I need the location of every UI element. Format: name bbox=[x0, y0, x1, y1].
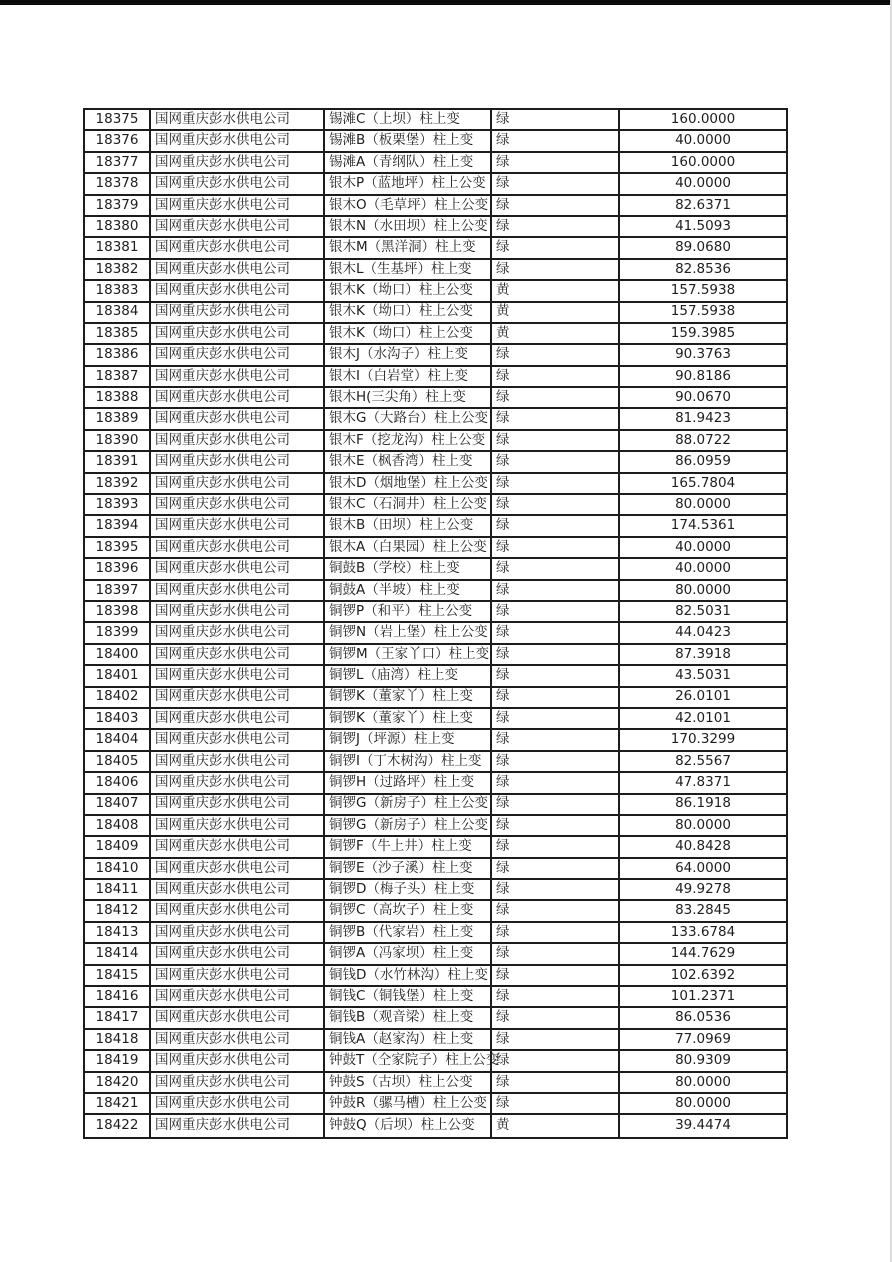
cell-name: 银木M（黑洋洞）柱上变 bbox=[325, 238, 492, 257]
table-row bbox=[85, 752, 786, 773]
table-row bbox=[85, 452, 786, 473]
cell-status: 绿 bbox=[492, 795, 620, 814]
cell-name: 银木N（水田坝）柱上公变 bbox=[325, 217, 492, 236]
table-row bbox=[85, 666, 786, 687]
cell-company: 国网重庆彭水供电公司 bbox=[151, 217, 325, 236]
table-row bbox=[85, 559, 786, 580]
table-row bbox=[85, 623, 786, 644]
cell-id: 18416 bbox=[85, 987, 151, 1006]
cell-name: 锡滩B（板栗堡）柱上变 bbox=[325, 131, 492, 150]
table-row bbox=[85, 688, 786, 709]
cell-status: 黄 bbox=[492, 1115, 620, 1136]
cell-value: 80.9309 bbox=[675, 1052, 731, 1069]
cell-status: 黄 bbox=[492, 281, 620, 300]
table-row bbox=[85, 110, 786, 131]
cell-company: 国网重庆彭水供电公司 bbox=[151, 623, 325, 642]
cell-value: 133.6784 bbox=[670, 923, 736, 940]
cell-id: 18389 bbox=[85, 409, 151, 428]
cell-company: 国网重庆彭水供电公司 bbox=[151, 923, 325, 942]
table-row bbox=[85, 131, 786, 152]
cell-company: 国网重庆彭水供电公司 bbox=[151, 153, 325, 172]
table-row bbox=[85, 837, 786, 858]
cell-company: 国网重庆彭水供电公司 bbox=[151, 495, 325, 514]
cell-status: 绿 bbox=[492, 709, 620, 728]
table-row bbox=[85, 474, 786, 495]
cell-company: 国网重庆彭水供电公司 bbox=[151, 752, 325, 771]
table-row bbox=[85, 1073, 786, 1094]
cell-status: 绿 bbox=[492, 859, 620, 878]
cell-status: 绿 bbox=[492, 987, 620, 1006]
cell-id: 18417 bbox=[85, 1008, 151, 1027]
cell-value: 144.7629 bbox=[670, 945, 736, 962]
cell-id: 18411 bbox=[85, 880, 151, 899]
cell-value: 43.5031 bbox=[675, 667, 731, 684]
cell-id: 18380 bbox=[85, 217, 151, 236]
cell-name: 铜钱B（观音梁）柱上变 bbox=[325, 1008, 492, 1027]
cell-name: 铜锣K（董家丫）柱上变 bbox=[325, 688, 492, 707]
table-row bbox=[85, 495, 786, 516]
cell-status: 绿 bbox=[492, 196, 620, 215]
cell-status: 绿 bbox=[492, 880, 620, 899]
cell-id: 18412 bbox=[85, 901, 151, 920]
cell-id: 18395 bbox=[85, 538, 151, 557]
cell-id: 18421 bbox=[85, 1094, 151, 1113]
cell-id: 18384 bbox=[85, 303, 151, 322]
cell-status: 绿 bbox=[492, 1073, 620, 1092]
cell-value: 47.8371 bbox=[675, 774, 731, 791]
cell-id: 18391 bbox=[85, 452, 151, 471]
cell-status: 绿 bbox=[492, 581, 620, 600]
cell-name: 银木C（石洞井）柱上公变 bbox=[325, 495, 492, 514]
table-row bbox=[85, 730, 786, 751]
cell-name: 银木A（白果园）柱上公变 bbox=[325, 538, 492, 557]
cell-id: 18375 bbox=[85, 110, 151, 129]
cell-status: 绿 bbox=[492, 730, 620, 749]
cell-status: 绿 bbox=[492, 837, 620, 856]
cell-company: 国网重庆彭水供电公司 bbox=[151, 816, 325, 835]
cell-value: 82.6371 bbox=[675, 196, 731, 213]
cell-name: 钟鼓Q（后坝）柱上公变 bbox=[325, 1115, 492, 1136]
cell-company: 国网重庆彭水供电公司 bbox=[151, 966, 325, 985]
cell-name: 银木H(三尖角）柱上变 bbox=[325, 388, 492, 407]
cell-company: 国网重庆彭水供电公司 bbox=[151, 709, 325, 728]
cell-company: 国网重庆彭水供电公司 bbox=[151, 1115, 325, 1136]
cell-status: 绿 bbox=[492, 773, 620, 792]
cell-value: 80.0000 bbox=[675, 495, 731, 512]
cell-company: 国网重庆彭水供电公司 bbox=[151, 944, 325, 963]
table-row bbox=[85, 431, 786, 452]
cell-name: 铜锣D（梅子头）柱上变 bbox=[325, 880, 492, 899]
cell-name: 银木F（挖龙沟）柱上公变 bbox=[325, 431, 492, 450]
cell-value: 90.0670 bbox=[675, 389, 731, 406]
cell-company: 国网重庆彭水供电公司 bbox=[151, 1008, 325, 1027]
cell-id: 18409 bbox=[85, 837, 151, 856]
table-row bbox=[85, 153, 786, 174]
cell-id: 18388 bbox=[85, 388, 151, 407]
cell-status: 绿 bbox=[492, 388, 620, 407]
table-row bbox=[85, 217, 786, 238]
cell-status: 绿 bbox=[492, 495, 620, 514]
table-row bbox=[85, 795, 786, 816]
transformer-load-table bbox=[83, 108, 788, 1139]
cell-company: 国网重庆彭水供电公司 bbox=[151, 581, 325, 600]
cell-id: 18401 bbox=[85, 666, 151, 685]
cell-name: 铜锣J（坪源）柱上变 bbox=[325, 730, 492, 749]
table-row bbox=[85, 645, 786, 666]
cell-value: 86.0959 bbox=[675, 453, 731, 470]
cell-value: 26.0101 bbox=[675, 688, 731, 705]
cell-id: 18378 bbox=[85, 174, 151, 193]
cell-name: 铜锣L（庙湾）柱上变 bbox=[325, 666, 492, 685]
cell-name: 铜锣B（代家岩）柱上变 bbox=[325, 923, 492, 942]
cell-value: 157.5938 bbox=[670, 282, 736, 299]
cell-value: 41.5093 bbox=[675, 217, 731, 234]
cell-name: 银木E（枫香湾）柱上变 bbox=[325, 452, 492, 471]
cell-name: 铜锣G（新房子）柱上公变 bbox=[325, 795, 492, 814]
table-row bbox=[85, 196, 786, 217]
cell-value: 40.0000 bbox=[675, 175, 731, 192]
cell-status: 黄 bbox=[492, 324, 620, 343]
cell-value: 170.3299 bbox=[670, 731, 736, 748]
table-row bbox=[85, 281, 786, 302]
cell-status: 绿 bbox=[492, 516, 620, 535]
cell-name: 铜鼓B（学校）柱上变 bbox=[325, 559, 492, 578]
cell-name: 铜锣K（董家丫）柱上变 bbox=[325, 709, 492, 728]
cell-company: 国网重庆彭水供电公司 bbox=[151, 688, 325, 707]
cell-id: 18387 bbox=[85, 367, 151, 386]
cell-value: 83.2845 bbox=[675, 902, 731, 919]
cell-value: 80.0000 bbox=[675, 1094, 731, 1111]
cell-company: 国网重庆彭水供电公司 bbox=[151, 281, 325, 300]
table-row bbox=[85, 174, 786, 195]
cell-value: 42.0101 bbox=[675, 709, 731, 726]
cell-name: 银木I（白岩堂）柱上变 bbox=[325, 367, 492, 386]
cell-name: 银木G（大路台）柱上公变 bbox=[325, 409, 492, 428]
cell-name: 铜锣N（岩上堡）柱上公变 bbox=[325, 623, 492, 642]
cell-id: 18400 bbox=[85, 645, 151, 664]
cell-name: 铜锣C（高坎子）柱上变 bbox=[325, 901, 492, 920]
cell-company: 国网重庆彭水供电公司 bbox=[151, 474, 325, 493]
table-row bbox=[85, 581, 786, 602]
cell-value: 90.3763 bbox=[675, 346, 731, 363]
table-row bbox=[85, 409, 786, 430]
cell-id: 18397 bbox=[85, 581, 151, 600]
cell-status: 绿 bbox=[492, 645, 620, 664]
cell-value: 40.0000 bbox=[675, 132, 731, 149]
scan-top-edge bbox=[0, 0, 892, 5]
cell-id: 18413 bbox=[85, 923, 151, 942]
cell-name: 铜锣I（丁木树沟）柱上变 bbox=[325, 752, 492, 771]
table-row bbox=[85, 1030, 786, 1051]
table-row bbox=[85, 260, 786, 281]
cell-value: 81.9423 bbox=[675, 410, 731, 427]
table-row bbox=[85, 238, 786, 259]
cell-name: 铜锣H（过路坪）柱上变 bbox=[325, 773, 492, 792]
cell-status: 绿 bbox=[492, 345, 620, 364]
cell-id: 18399 bbox=[85, 623, 151, 642]
cell-id: 18396 bbox=[85, 559, 151, 578]
cell-company: 国网重庆彭水供电公司 bbox=[151, 238, 325, 257]
cell-status: 绿 bbox=[492, 452, 620, 471]
cell-value: 82.8536 bbox=[675, 260, 731, 277]
cell-id: 18407 bbox=[85, 795, 151, 814]
cell-company: 国网重庆彭水供电公司 bbox=[151, 174, 325, 193]
cell-value: 44.0423 bbox=[675, 624, 731, 641]
cell-status: 绿 bbox=[492, 238, 620, 257]
cell-company: 国网重庆彭水供电公司 bbox=[151, 1051, 325, 1070]
cell-name: 铜鼓A（半坡）柱上变 bbox=[325, 581, 492, 600]
cell-value: 102.6392 bbox=[670, 966, 736, 983]
cell-id: 18422 bbox=[85, 1115, 151, 1136]
table-row bbox=[85, 966, 786, 987]
table-row bbox=[85, 516, 786, 537]
table-row bbox=[85, 709, 786, 730]
cell-id: 18392 bbox=[85, 474, 151, 493]
cell-id: 18415 bbox=[85, 966, 151, 985]
cell-value: 86.0536 bbox=[675, 1009, 731, 1026]
cell-id: 18386 bbox=[85, 345, 151, 364]
cell-status: 绿 bbox=[492, 944, 620, 963]
cell-name: 铜锣A（冯家坝）柱上变 bbox=[325, 944, 492, 963]
cell-company: 国网重庆彭水供电公司 bbox=[151, 987, 325, 1006]
table-row bbox=[85, 367, 786, 388]
table-row bbox=[85, 303, 786, 324]
cell-id: 18379 bbox=[85, 196, 151, 215]
cell-status: 绿 bbox=[492, 559, 620, 578]
cell-company: 国网重庆彭水供电公司 bbox=[151, 559, 325, 578]
cell-status: 绿 bbox=[492, 260, 620, 279]
cell-company: 国网重庆彭水供电公司 bbox=[151, 516, 325, 535]
cell-company: 国网重庆彭水供电公司 bbox=[151, 1073, 325, 1092]
cell-id: 18376 bbox=[85, 131, 151, 150]
table-row bbox=[85, 345, 786, 366]
cell-id: 18408 bbox=[85, 816, 151, 835]
table-row bbox=[85, 1051, 786, 1072]
cell-id: 18404 bbox=[85, 730, 151, 749]
cell-status: 绿 bbox=[492, 1094, 620, 1113]
cell-name: 钟鼓S（古坝）柱上公变 bbox=[325, 1073, 492, 1092]
cell-id: 18394 bbox=[85, 516, 151, 535]
cell-company: 国网重庆彭水供电公司 bbox=[151, 367, 325, 386]
cell-value: 80.0000 bbox=[675, 581, 731, 598]
cell-company: 国网重庆彭水供电公司 bbox=[151, 196, 325, 215]
cell-name: 锡滩C（上坝）柱上变 bbox=[325, 110, 492, 129]
cell-id: 18382 bbox=[85, 260, 151, 279]
cell-value: 160.0000 bbox=[670, 153, 736, 170]
cell-name: 锡滩A（青纲队）柱上变 bbox=[325, 153, 492, 172]
cell-name: 银木L（生基坪）柱上变 bbox=[325, 260, 492, 279]
cell-value: 86.1918 bbox=[675, 795, 731, 812]
cell-company: 国网重庆彭水供电公司 bbox=[151, 324, 325, 343]
cell-status: 绿 bbox=[492, 153, 620, 172]
cell-name: 铜钱D（水竹林沟）柱上变 bbox=[325, 966, 492, 985]
cell-id: 18383 bbox=[85, 281, 151, 300]
cell-status: 绿 bbox=[492, 816, 620, 835]
cell-company: 国网重庆彭水供电公司 bbox=[151, 859, 325, 878]
cell-company: 国网重庆彭水供电公司 bbox=[151, 538, 325, 557]
cell-id: 18403 bbox=[85, 709, 151, 728]
cell-company: 国网重庆彭水供电公司 bbox=[151, 773, 325, 792]
cell-id: 18377 bbox=[85, 153, 151, 172]
cell-name: 银木K（坳口）柱上公变 bbox=[325, 281, 492, 300]
cell-company: 国网重庆彭水供电公司 bbox=[151, 837, 325, 856]
cell-name: 银木D（烟地堡）柱上公变 bbox=[325, 474, 492, 493]
cell-company: 国网重庆彭水供电公司 bbox=[151, 1030, 325, 1049]
cell-company: 国网重庆彭水供电公司 bbox=[151, 409, 325, 428]
cell-value: 90.8186 bbox=[675, 367, 731, 384]
cell-id: 18414 bbox=[85, 944, 151, 963]
cell-status: 绿 bbox=[492, 623, 620, 642]
cell-name: 银木K（坳口）柱上公变 bbox=[325, 324, 492, 343]
cell-name: 银木J（水沟子）柱上变 bbox=[325, 345, 492, 364]
cell-value: 88.0722 bbox=[675, 431, 731, 448]
cell-company: 国网重庆彭水供电公司 bbox=[151, 345, 325, 364]
cell-value: 40.8428 bbox=[675, 838, 731, 855]
cell-value: 101.2371 bbox=[670, 987, 736, 1004]
cell-company: 国网重庆彭水供电公司 bbox=[151, 131, 325, 150]
table-row bbox=[85, 880, 786, 901]
cell-value: 80.0000 bbox=[675, 816, 731, 833]
cell-company: 国网重庆彭水供电公司 bbox=[151, 260, 325, 279]
cell-id: 18405 bbox=[85, 752, 151, 771]
cell-status: 绿 bbox=[492, 1030, 620, 1049]
cell-company: 国网重庆彭水供电公司 bbox=[151, 795, 325, 814]
cell-id: 18410 bbox=[85, 859, 151, 878]
cell-value: 49.9278 bbox=[675, 881, 731, 897]
cell-id: 18420 bbox=[85, 1073, 151, 1092]
cell-status: 绿 bbox=[492, 923, 620, 942]
cell-status: 绿 bbox=[492, 602, 620, 621]
cell-id: 18419 bbox=[85, 1051, 151, 1070]
cell-id: 18390 bbox=[85, 431, 151, 450]
cell-company: 国网重庆彭水供电公司 bbox=[151, 880, 325, 899]
cell-status: 绿 bbox=[492, 538, 620, 557]
cell-name: 钟鼓R（骡马槽）柱上公变 bbox=[325, 1094, 492, 1113]
cell-name: 钟鼓T（仝家院子）柱上公变 bbox=[325, 1051, 492, 1070]
cell-status: 绿 bbox=[492, 966, 620, 985]
cell-status: 绿 bbox=[492, 1051, 620, 1070]
cell-value: 174.5361 bbox=[670, 517, 736, 534]
cell-status: 绿 bbox=[492, 901, 620, 920]
table-row bbox=[85, 816, 786, 837]
cell-status: 绿 bbox=[492, 431, 620, 450]
cell-value: 87.3918 bbox=[675, 645, 731, 662]
cell-value: 157.5938 bbox=[670, 303, 736, 320]
cell-name: 铜锣P（和平）柱上公变 bbox=[325, 602, 492, 621]
table-row bbox=[85, 602, 786, 623]
cell-company: 国网重庆彭水供电公司 bbox=[151, 388, 325, 407]
cell-value: 80.0000 bbox=[675, 1073, 731, 1090]
cell-value: 40.0000 bbox=[675, 560, 731, 577]
cell-id: 18393 bbox=[85, 495, 151, 514]
cell-name: 银木O（毛草坪）柱上公变 bbox=[325, 196, 492, 215]
cell-company: 国网重庆彭水供电公司 bbox=[151, 602, 325, 621]
cell-company: 国网重庆彭水供电公司 bbox=[151, 645, 325, 664]
cell-value: 39.4474 bbox=[675, 1117, 731, 1134]
cell-value: 82.5567 bbox=[675, 752, 731, 769]
cell-company: 国网重庆彭水供电公司 bbox=[151, 666, 325, 685]
cell-status: 绿 bbox=[492, 110, 620, 129]
cell-company: 国网重庆彭水供电公司 bbox=[151, 1094, 325, 1113]
cell-name: 银木K（坳口）柱上公变 bbox=[325, 303, 492, 322]
table-row bbox=[85, 1008, 786, 1029]
cell-status: 绿 bbox=[492, 1008, 620, 1027]
cell-name: 银木B（田坝）柱上公变 bbox=[325, 516, 492, 535]
table-row bbox=[85, 944, 786, 965]
table-row bbox=[85, 901, 786, 922]
cell-name: 铜锣M（王家丫口）柱上变 bbox=[325, 645, 492, 664]
table-row bbox=[85, 923, 786, 944]
cell-id: 18418 bbox=[85, 1030, 151, 1049]
table-row bbox=[85, 859, 786, 880]
cell-status: 绿 bbox=[492, 666, 620, 685]
cell-name: 铜钱C（铜钱堡）柱上变 bbox=[325, 987, 492, 1006]
table-row bbox=[85, 987, 786, 1008]
cell-status: 黄 bbox=[492, 303, 620, 322]
cell-id: 18402 bbox=[85, 688, 151, 707]
cell-id: 18398 bbox=[85, 602, 151, 621]
cell-value: 77.0969 bbox=[675, 1030, 731, 1047]
cell-id: 18406 bbox=[85, 773, 151, 792]
cell-status: 绿 bbox=[492, 131, 620, 150]
cell-value: 165.7804 bbox=[670, 474, 736, 491]
table-row bbox=[85, 1094, 786, 1115]
table-row bbox=[85, 324, 786, 345]
cell-status: 绿 bbox=[492, 367, 620, 386]
cell-company: 国网重庆彭水供电公司 bbox=[151, 730, 325, 749]
cell-value: 160.0000 bbox=[670, 110, 736, 127]
cell-name: 铜钱A（赵家沟）柱上变 bbox=[325, 1030, 492, 1049]
cell-value: 40.0000 bbox=[675, 538, 731, 555]
cell-company: 国网重庆彭水供电公司 bbox=[151, 303, 325, 322]
cell-name: 铜锣G（新房子）柱上公变 bbox=[325, 816, 492, 835]
cell-status: 绿 bbox=[492, 409, 620, 428]
cell-status: 绿 bbox=[492, 752, 620, 771]
table-row bbox=[85, 1115, 786, 1136]
cell-status: 绿 bbox=[492, 174, 620, 193]
cell-status: 绿 bbox=[492, 217, 620, 236]
cell-company: 国网重庆彭水供电公司 bbox=[151, 431, 325, 450]
cell-value: 82.5031 bbox=[675, 602, 731, 619]
cell-name: 银木P（蓝地坪）柱上公变 bbox=[325, 174, 492, 193]
cell-company: 国网重庆彭水供电公司 bbox=[151, 901, 325, 920]
cell-value: 89.0680 bbox=[675, 239, 731, 256]
cell-status: 绿 bbox=[492, 688, 620, 707]
cell-value: 159.3985 bbox=[670, 324, 736, 341]
table-row bbox=[85, 538, 786, 559]
cell-id: 18385 bbox=[85, 324, 151, 343]
cell-company: 国网重庆彭水供电公司 bbox=[151, 452, 325, 471]
cell-id: 18381 bbox=[85, 238, 151, 257]
table-row bbox=[85, 773, 786, 794]
table-row bbox=[85, 388, 786, 409]
cell-value: 64.0000 bbox=[675, 859, 731, 876]
cell-company: 国网重庆彭水供电公司 bbox=[151, 110, 325, 129]
cell-name: 铜锣E（沙子溪）柱上变 bbox=[325, 859, 492, 878]
cell-status: 绿 bbox=[492, 474, 620, 493]
cell-name: 铜锣F（牛上井）柱上变 bbox=[325, 837, 492, 856]
